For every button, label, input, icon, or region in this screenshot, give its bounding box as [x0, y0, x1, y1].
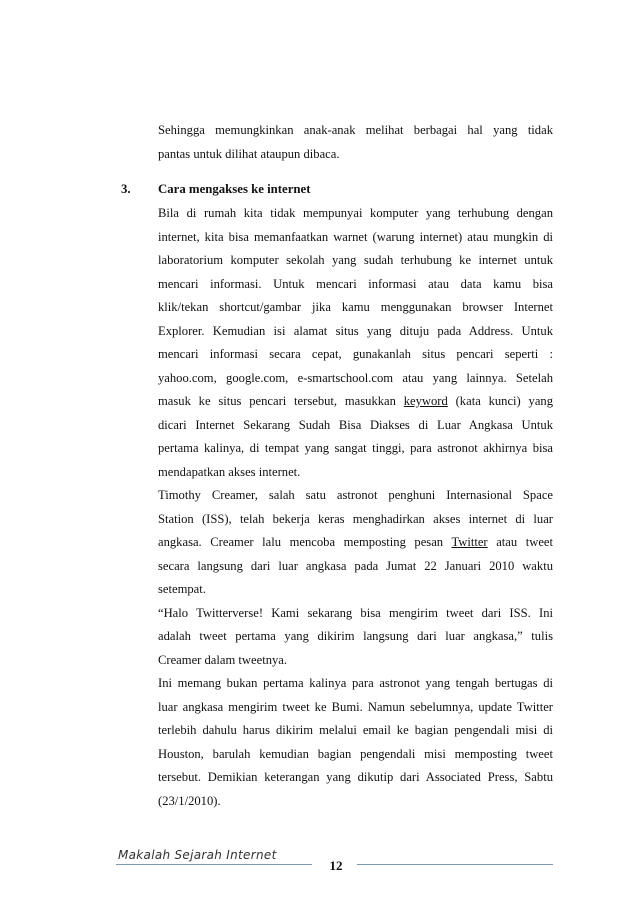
body-line: yahoo.com, google.com, e-smartschool.com atau yang lainnya. Setelah	[158, 370, 553, 385]
body-line: Timothy Creamer, salah satu astronot penghuni Internasional Space	[158, 488, 553, 502]
body-text-fragment: masuk ke situs pencari tersebut, masukkan	[158, 394, 396, 408]
body-text-fragment: (kata kunci) yang	[455, 394, 553, 408]
body-line: (23/1/2010).	[158, 793, 221, 808]
body-line: Station (ISS), telah bekerja keras menghadirkan akses internet di luar	[158, 511, 553, 526]
body-line: mencari informasi. Untuk mencari informasi atau data kamu bisa	[158, 276, 553, 291]
body-line: mendapatkan akses internet.	[158, 464, 301, 479]
twitter-link[interactable]: Twitter	[451, 535, 488, 549]
body-line: luar angkasa mengirim tweet ke Bumi. Namun sebelumnya, update Twitter	[158, 699, 553, 714]
keyword-link[interactable]: keyword	[403, 394, 448, 408]
intro-line-2: pantas untuk dilihat ataupun dibaca.	[158, 147, 340, 161]
body-line: Creamer dalam tweetnya.	[158, 652, 288, 667]
body-line: laboratorium komputer sekolah yang sudah terhubung ke internet untuk	[158, 253, 553, 267]
body-line: “Halo Twitterverse! Kami sekarang bisa mengirim tweet dari ISS. Ini	[158, 605, 553, 620]
body-line: Bila di rumah kita tidak mempunyai komputer yang terhubung dengan	[158, 206, 553, 220]
intro-line-1: Sehingga memungkinkan anak-anak melihat berbagai hal yang tidak	[158, 123, 553, 137]
intro-paragraph	[158, 118, 553, 166]
body-line: klik/tekan shortcut/gambar jika kamu menggunakan browser Internet	[158, 300, 553, 314]
body-line: pertama kalinya, di tempat yang sangat tinggi, para astronot akhirnya bisa	[158, 441, 553, 455]
body-line	[158, 531, 553, 555]
footer-divider-left	[116, 864, 312, 865]
section-heading	[121, 178, 310, 200]
body-line: terlebih dahulu harus dikirim melalui email ke bagian pengendali misi di	[158, 723, 553, 737]
body-line	[158, 390, 553, 414]
body-line: tersebut. Demikian keterangan yang dikutip dari Associated Press, Sabtu	[158, 770, 553, 784]
body-line: mencari informasi secara cepat, gunakanlah situs pencari seperti :	[158, 347, 553, 361]
body-line: Houston, barulah kemudian bagian pengendali misi memposting tweet	[158, 746, 553, 761]
body-line: secara langsung dari luar angkasa pada Jumat 22 Januari 2010 waktu	[158, 558, 553, 573]
section-title: Cara mengakses ke internet	[158, 182, 311, 196]
body-text-fragment: atau tweet	[496, 535, 553, 549]
footer-divider-right	[357, 864, 553, 865]
body-line: internet, kita bisa memanfaatkan warnet (warung internet) atau mungkin di	[158, 229, 553, 244]
body-line: adalah tweet pertama yang dikirim langsung dari luar angkasa,” tulis	[158, 629, 553, 643]
body-text-fragment: angkasa. Creamer lalu mencoba memposting pesan	[158, 535, 444, 549]
section-body	[158, 202, 553, 813]
body-line: Explorer. Kemudian isi alamat situs yang dituju pada Address. Untuk	[158, 323, 553, 338]
section-number: 3.	[121, 182, 131, 196]
page-number: 12	[329, 858, 343, 873]
body-line: Ini memang bukan pertama kalinya para astronot yang tengah bertugas di	[158, 676, 553, 690]
footer-title: Makalah Sejarah Internet	[118, 848, 277, 862]
body-line: dicari Internet Sekarang Sudah Bisa Diakses di Luar Angkasa Untuk	[158, 417, 553, 432]
body-line: setempat.	[158, 582, 206, 596]
